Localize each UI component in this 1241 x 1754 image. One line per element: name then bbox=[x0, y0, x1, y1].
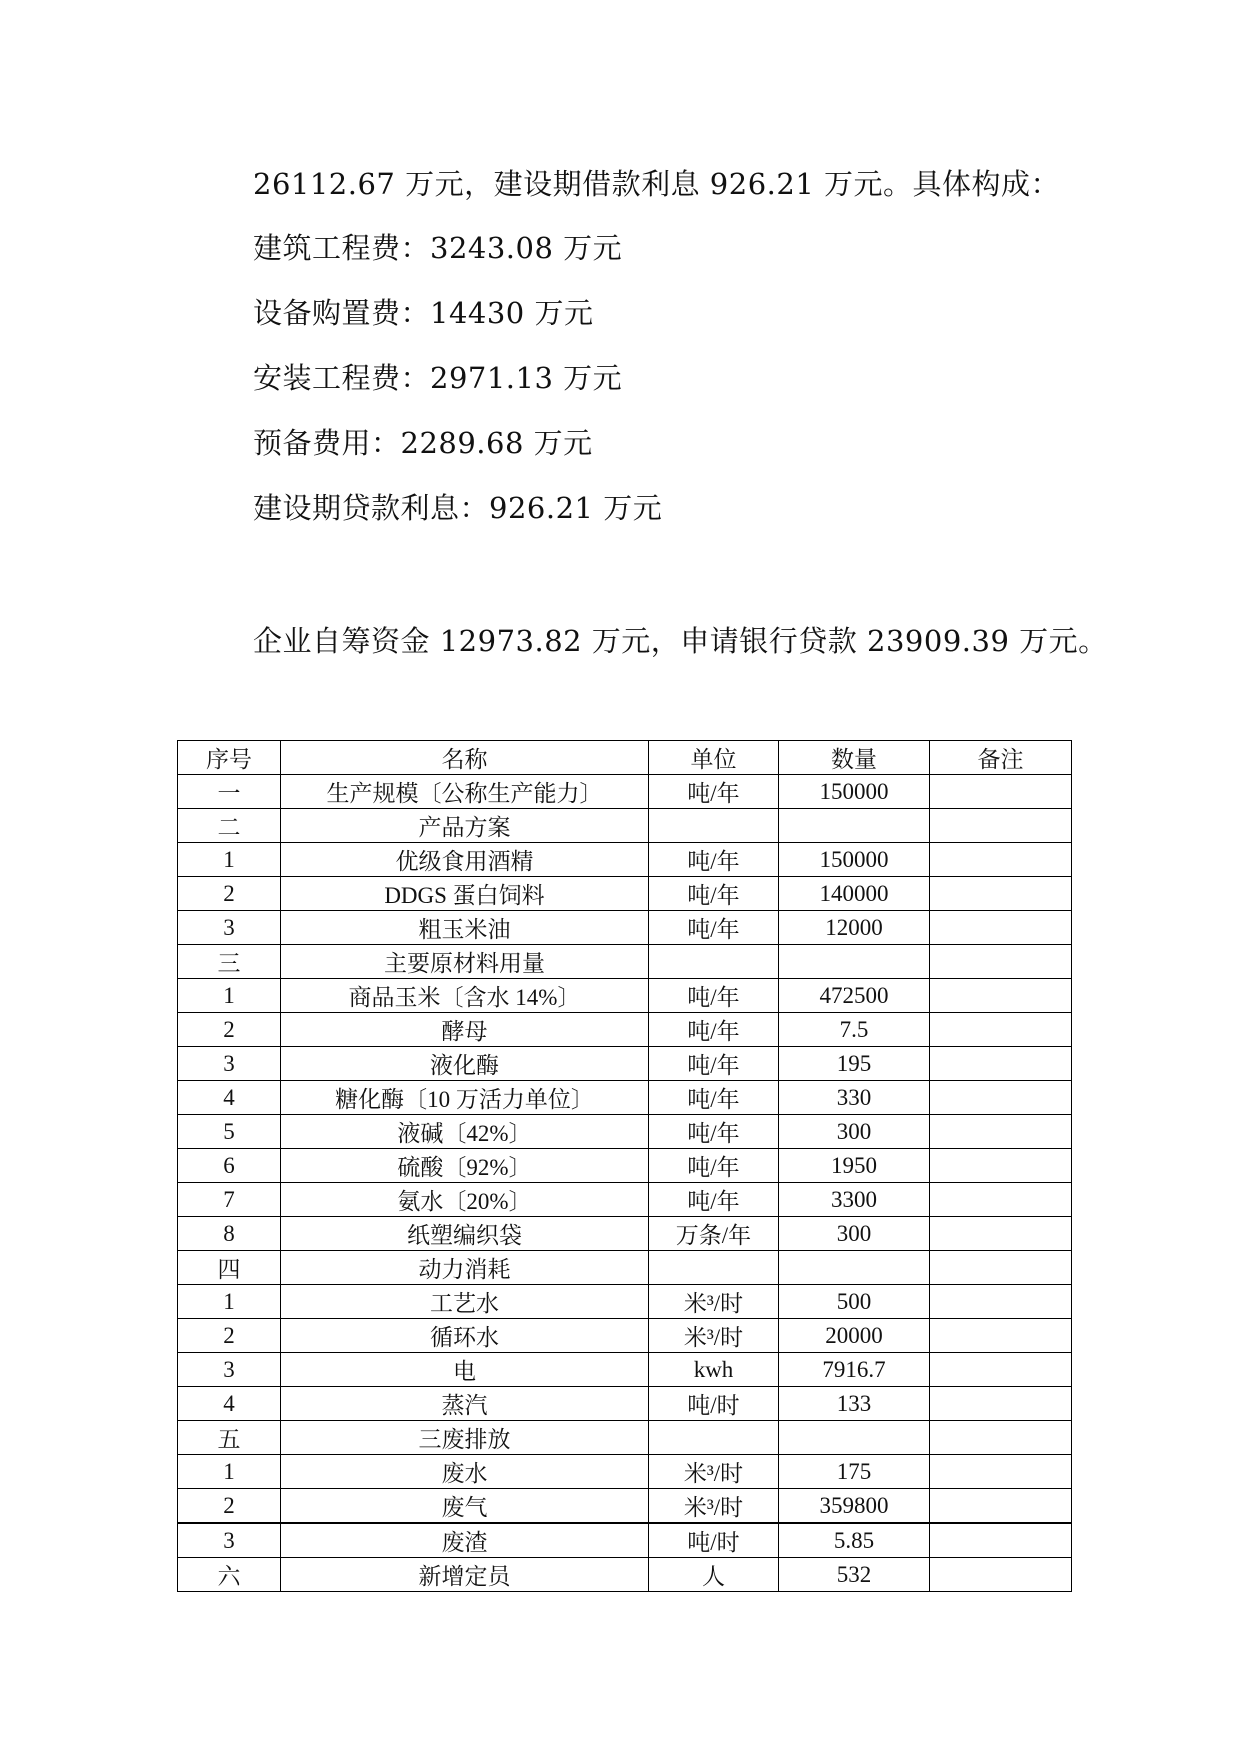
cell-unit: 吨/年 bbox=[649, 877, 779, 911]
cell-quantity bbox=[779, 809, 930, 843]
cell-name: 蒸汽 bbox=[281, 1387, 649, 1421]
cell-remark bbox=[930, 911, 1072, 945]
cell-unit: 吨/时 bbox=[649, 1387, 779, 1421]
cell-remark bbox=[930, 1319, 1072, 1353]
cell-index: 五 bbox=[178, 1421, 281, 1455]
cell-remark bbox=[930, 1217, 1072, 1251]
cell-remark bbox=[930, 1523, 1072, 1558]
cell-name: 硫酸〔92%〕 bbox=[281, 1149, 649, 1183]
cell-index: 3 bbox=[178, 1523, 281, 1558]
cell-remark bbox=[930, 945, 1072, 979]
cell-quantity: 300 bbox=[779, 1115, 930, 1149]
cell-quantity: 150000 bbox=[779, 843, 930, 877]
header-name: 名称 bbox=[281, 741, 649, 775]
cell-name: 废渣 bbox=[281, 1523, 649, 1558]
cell-index: 1 bbox=[178, 1285, 281, 1319]
cell-unit: 米³/时 bbox=[649, 1285, 779, 1319]
cell-index: 2 bbox=[178, 1013, 281, 1047]
cell-unit: 万条/年 bbox=[649, 1217, 779, 1251]
table-row bbox=[178, 1421, 1072, 1455]
cell-unit: 吨/时 bbox=[649, 1523, 779, 1558]
cell-index: 3 bbox=[178, 1353, 281, 1387]
header-quantity: 数量 bbox=[779, 741, 930, 775]
cell-name: 商品玉米〔含水 14%〕 bbox=[281, 979, 649, 1013]
cell-name: 产品方案 bbox=[281, 809, 649, 843]
cell-unit: 吨/年 bbox=[649, 775, 779, 809]
cell-index: 三 bbox=[178, 945, 281, 979]
cell-quantity: 140000 bbox=[779, 877, 930, 911]
table-body bbox=[178, 741, 1072, 1592]
cell-remark bbox=[930, 1115, 1072, 1149]
project-spec-table bbox=[177, 740, 1072, 1592]
cell-unit: 吨/年 bbox=[649, 1081, 779, 1115]
table-row bbox=[178, 1353, 1072, 1387]
cell-name: 废气 bbox=[281, 1489, 649, 1524]
cell-unit: 吨/年 bbox=[649, 1115, 779, 1149]
header-unit: 单位 bbox=[649, 741, 779, 775]
table-row bbox=[178, 1558, 1072, 1592]
cell-name: 新增定员 bbox=[281, 1558, 649, 1592]
table-row bbox=[178, 809, 1072, 843]
paragraph-line-4: 安装工程费：2971.13 万元 bbox=[253, 361, 623, 395]
cell-name: 优级食用酒精 bbox=[281, 843, 649, 877]
cell-name: 循环水 bbox=[281, 1319, 649, 1353]
header-remark: 备注 bbox=[930, 741, 1072, 775]
cell-quantity: 20000 bbox=[779, 1319, 930, 1353]
cell-index: 4 bbox=[178, 1387, 281, 1421]
table-row bbox=[178, 1149, 1072, 1183]
cell-index: 六 bbox=[178, 1558, 281, 1592]
cell-index: 7 bbox=[178, 1183, 281, 1217]
table-row bbox=[178, 1523, 1072, 1558]
cell-quantity: 330 bbox=[779, 1081, 930, 1115]
cell-unit: 米³/时 bbox=[649, 1319, 779, 1353]
table-row bbox=[178, 1455, 1072, 1489]
table-row bbox=[178, 979, 1072, 1013]
cell-name: DDGS 蛋白饲料 bbox=[281, 877, 649, 911]
table-row bbox=[178, 1217, 1072, 1251]
table-row bbox=[178, 1319, 1072, 1353]
cell-index: 3 bbox=[178, 911, 281, 945]
cell-index: 2 bbox=[178, 1489, 281, 1524]
table-header-row bbox=[178, 741, 1072, 775]
cell-quantity: 472500 bbox=[779, 979, 930, 1013]
cell-index: 6 bbox=[178, 1149, 281, 1183]
cell-remark bbox=[930, 1421, 1072, 1455]
cell-index: 2 bbox=[178, 1319, 281, 1353]
cell-unit: 米³/时 bbox=[649, 1489, 779, 1524]
cell-index: 3 bbox=[178, 1047, 281, 1081]
table-row bbox=[178, 1285, 1072, 1319]
paragraph-line-3: 设备购置费：14430 万元 bbox=[253, 296, 594, 330]
cell-index: 四 bbox=[178, 1251, 281, 1285]
cell-name: 生产规模〔公称生产能力〕 bbox=[281, 775, 649, 809]
cell-remark bbox=[930, 1353, 1072, 1387]
cell-quantity: 532 bbox=[779, 1558, 930, 1592]
cell-index: 1 bbox=[178, 843, 281, 877]
cell-index: 4 bbox=[178, 1081, 281, 1115]
table-row bbox=[178, 1081, 1072, 1115]
cell-unit: 吨/年 bbox=[649, 1013, 779, 1047]
table-row bbox=[178, 775, 1072, 809]
cell-quantity: 7.5 bbox=[779, 1013, 930, 1047]
paragraph-line-2: 建筑工程费：3243.08 万元 bbox=[253, 231, 623, 265]
cell-quantity bbox=[779, 945, 930, 979]
cell-unit: 吨/年 bbox=[649, 1149, 779, 1183]
cell-index: 二 bbox=[178, 809, 281, 843]
table-row bbox=[178, 1183, 1072, 1217]
cell-name: 废水 bbox=[281, 1455, 649, 1489]
table-row bbox=[178, 843, 1072, 877]
paragraph-line-1: 26112.67 万元，建设期借款利息 926.21 万元。具体构成： bbox=[253, 167, 1061, 201]
cell-remark bbox=[930, 1183, 1072, 1217]
cell-unit bbox=[649, 809, 779, 843]
cell-unit bbox=[649, 945, 779, 979]
cell-remark bbox=[930, 1285, 1072, 1319]
cell-quantity: 1950 bbox=[779, 1149, 930, 1183]
cell-unit: 吨/年 bbox=[649, 1047, 779, 1081]
cell-name: 主要原材料用量 bbox=[281, 945, 649, 979]
cell-unit: 米³/时 bbox=[649, 1455, 779, 1489]
cell-quantity: 5.85 bbox=[779, 1523, 930, 1558]
cell-quantity bbox=[779, 1421, 930, 1455]
table-row bbox=[178, 1013, 1072, 1047]
table-row bbox=[178, 945, 1072, 979]
cell-name: 动力消耗 bbox=[281, 1251, 649, 1285]
cell-name: 氨水〔20%〕 bbox=[281, 1183, 649, 1217]
cell-unit: 吨/年 bbox=[649, 911, 779, 945]
cell-quantity: 7916.7 bbox=[779, 1353, 930, 1387]
cell-quantity: 3300 bbox=[779, 1183, 930, 1217]
cell-quantity: 500 bbox=[779, 1285, 930, 1319]
cell-name: 纸塑编织袋 bbox=[281, 1217, 649, 1251]
cell-quantity: 359800 bbox=[779, 1489, 930, 1524]
cell-index: 1 bbox=[178, 1455, 281, 1489]
cell-remark bbox=[930, 1387, 1072, 1421]
cell-unit: 吨/年 bbox=[649, 843, 779, 877]
cell-remark bbox=[930, 877, 1072, 911]
cell-quantity bbox=[779, 1251, 930, 1285]
paragraph-funding: 企业自筹资金 12973.82 万元，申请银行贷款 23909.39 万元。 bbox=[253, 624, 1108, 658]
cell-name: 粗玉米油 bbox=[281, 911, 649, 945]
table-row bbox=[178, 1047, 1072, 1081]
paragraph-line-6: 建设期贷款利息：926.21 万元 bbox=[253, 491, 663, 525]
cell-remark bbox=[930, 1558, 1072, 1592]
cell-index: 1 bbox=[178, 979, 281, 1013]
cell-unit: kwh bbox=[649, 1353, 779, 1387]
table-row bbox=[178, 1489, 1072, 1524]
cell-remark bbox=[930, 1013, 1072, 1047]
cell-quantity: 133 bbox=[779, 1387, 930, 1421]
cell-remark bbox=[930, 1489, 1072, 1524]
cell-remark bbox=[930, 979, 1072, 1013]
cell-quantity: 150000 bbox=[779, 775, 930, 809]
cell-name: 糖化酶〔10 万活力单位〕 bbox=[281, 1081, 649, 1115]
paragraph-line-5: 预备费用：2289.68 万元 bbox=[253, 426, 593, 460]
cell-index: 一 bbox=[178, 775, 281, 809]
cell-quantity: 175 bbox=[779, 1455, 930, 1489]
cell-quantity: 195 bbox=[779, 1047, 930, 1081]
cell-name: 工艺水 bbox=[281, 1285, 649, 1319]
cell-remark bbox=[930, 1047, 1072, 1081]
cell-unit: 人 bbox=[649, 1558, 779, 1592]
table-row bbox=[178, 1387, 1072, 1421]
cell-remark bbox=[930, 1149, 1072, 1183]
cell-unit: 吨/年 bbox=[649, 979, 779, 1013]
cell-quantity: 12000 bbox=[779, 911, 930, 945]
cell-name: 电 bbox=[281, 1353, 649, 1387]
table-row bbox=[178, 1251, 1072, 1285]
cell-unit bbox=[649, 1251, 779, 1285]
cell-remark bbox=[930, 1251, 1072, 1285]
cell-unit bbox=[649, 1421, 779, 1455]
cell-quantity: 300 bbox=[779, 1217, 930, 1251]
cell-index: 5 bbox=[178, 1115, 281, 1149]
cell-name: 酵母 bbox=[281, 1013, 649, 1047]
table-row bbox=[178, 911, 1072, 945]
cell-remark bbox=[930, 1455, 1072, 1489]
cell-remark bbox=[930, 775, 1072, 809]
table-row bbox=[178, 1115, 1072, 1149]
header-index: 序号 bbox=[178, 741, 281, 775]
table-row bbox=[178, 877, 1072, 911]
cell-remark bbox=[930, 843, 1072, 877]
cell-remark bbox=[930, 809, 1072, 843]
cell-name: 三废排放 bbox=[281, 1421, 649, 1455]
cell-index: 2 bbox=[178, 877, 281, 911]
cell-remark bbox=[930, 1081, 1072, 1115]
cell-unit: 吨/年 bbox=[649, 1183, 779, 1217]
cell-name: 液碱〔42%〕 bbox=[281, 1115, 649, 1149]
cell-index: 8 bbox=[178, 1217, 281, 1251]
cell-name: 液化酶 bbox=[281, 1047, 649, 1081]
